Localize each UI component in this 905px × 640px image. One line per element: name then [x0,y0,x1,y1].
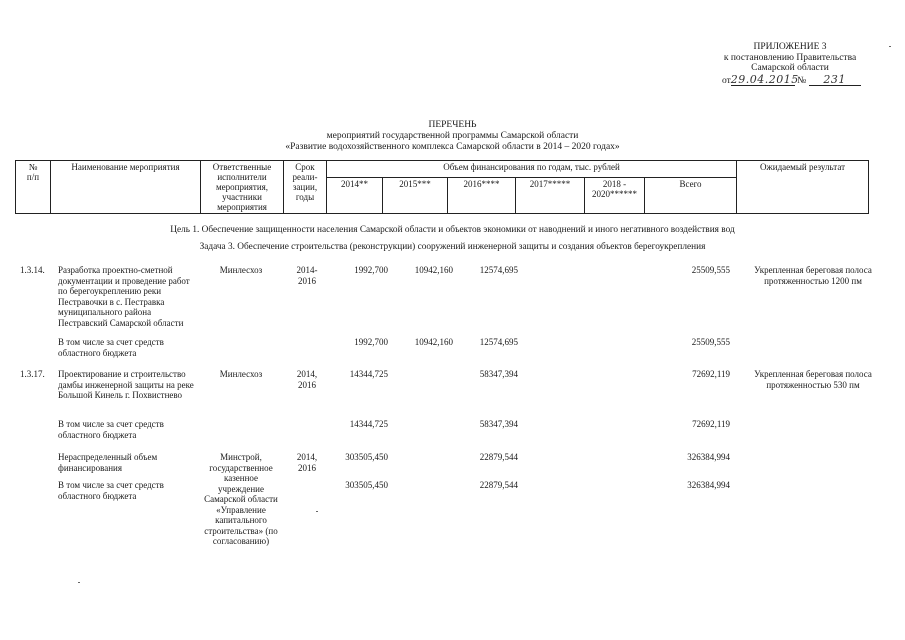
row-name: Разработка проектно-сметной документации и проведение работ по берегоукреплению реки Пестравочки в с. Пестравка муниципального района Пестравский Самарской области [58,265,190,328]
header-name: Наименование мероприятия [51,161,201,214]
row-value-2016: 58347,394 [479,419,518,429]
scan-speck [316,511,318,512]
row-years: 2014, 2016 [296,452,318,473]
header-total: Всего [645,178,737,214]
row-value-2014: 303505,450 [345,452,388,462]
row-value-2016: 58347,394 [479,369,518,379]
row-value-2016: 12574,695 [479,265,518,275]
row-value-total: 72692,119 [692,369,730,379]
row-value-2014: 303505,450 [345,480,388,490]
header-term: Срок реали-зации, годы [284,161,327,214]
row-value-total: 326384,994 [687,480,730,490]
scan-speck [78,582,80,583]
row-value-total: 25509,555 [691,265,730,275]
header-2017: 2017***** [516,178,585,214]
row-name: В том числе за счет средств областного бюджета [58,419,164,440]
row-value-2015: 10942,160 [414,337,453,347]
row-result: Укрепленная береговая полоса протяженностью 1200 пм [754,265,872,286]
appendix-block [700,42,880,86]
row-value-2016: 22879,544 [479,452,518,462]
row-value-total: 326384,994 [687,452,730,462]
task-text: Задача 3. Обеспечение строительства (реконструкции) сооружений инженерной защиты и создания объектов берегоукрепления [199,242,706,252]
document-title: ПЕРЕЧЕНЬ [428,120,477,130]
number-prefix: № [797,75,807,86]
date-prefix: от [722,75,731,86]
header-2016: 2016**** [448,178,516,214]
scan-speck [889,46,891,47]
row-value-total: 72692,119 [692,419,730,429]
row-value-2015: 10942,160 [414,265,453,275]
appendix-subtitle: к постановлению Правительства [723,52,857,63]
appendix-title: ПРИЛОЖЕНИЕ 3 [753,42,827,52]
appendix-date-line [700,74,880,87]
appendix-region: Самарской области [751,63,829,73]
program-name: «Развитие водохозяйственного комплекса Самарской области в 2014 – 2020 годах» [285,142,620,152]
document-subtitle: мероприятий государственной программы Самарской области [326,131,579,141]
header-result: Ожидаемый результат [737,161,869,214]
row-value-2014: 14344,725 [349,369,388,379]
row-number: 1.3.14. [20,265,45,275]
header-2018-2020: 2018 - 2020****** [585,178,645,214]
row-years: 2014, 2016 [296,369,318,390]
header-responsible: Ответственные исполнители мероприятия, участники мероприятия [201,161,284,214]
handwritten-number: 231 [809,74,861,86]
row-value-2016: 22879,544 [479,480,518,490]
row-value-2014: 1992,700 [354,337,388,347]
header-2014: 2014** [327,178,383,214]
row-number: 1.3.17. [20,369,45,379]
row-value-2014: 1992,700 [354,265,388,275]
row-years: 2014- 2016 [296,265,318,286]
header-2015: 2015*** [383,178,448,214]
table-header [15,160,869,214]
row-value-2014: 14344,725 [349,419,388,429]
row-responsible: Минлесхоз [219,369,263,379]
handwritten-date: 29.04.2015 [730,72,799,86]
header-financing: Объем финансирования по годам, тыс. рублей [327,161,737,178]
header-no: № п/п [16,161,51,214]
row-responsible: Минстрой, государственное казенное учреждение Самарской области «Управление капитального строительства» (по согласованию) [204,452,278,546]
row-name: Нераспределенный объем финансирования [58,452,158,473]
goal-text: Цель 1. Обеспечение защищенности населения Самарской области и объектов экономики от наводнений и иного негативного воздействия вод [170,225,735,235]
row-value-2016: 12574,695 [479,337,518,347]
row-name: Проектирование и строительство дамбы инженерной защиты на реке Большой Кинель г. Похвистнево [58,369,194,400]
row-name: В том числе за счет средств областного бюджета [58,337,164,358]
row-value-total: 25509,555 [691,337,730,347]
row-name: В том числе за счет средств областного бюджета [58,480,164,501]
row-result: Укрепленная береговая полоса протяженностью 530 пм [754,369,872,390]
row-responsible: Минлесхоз [219,265,263,275]
